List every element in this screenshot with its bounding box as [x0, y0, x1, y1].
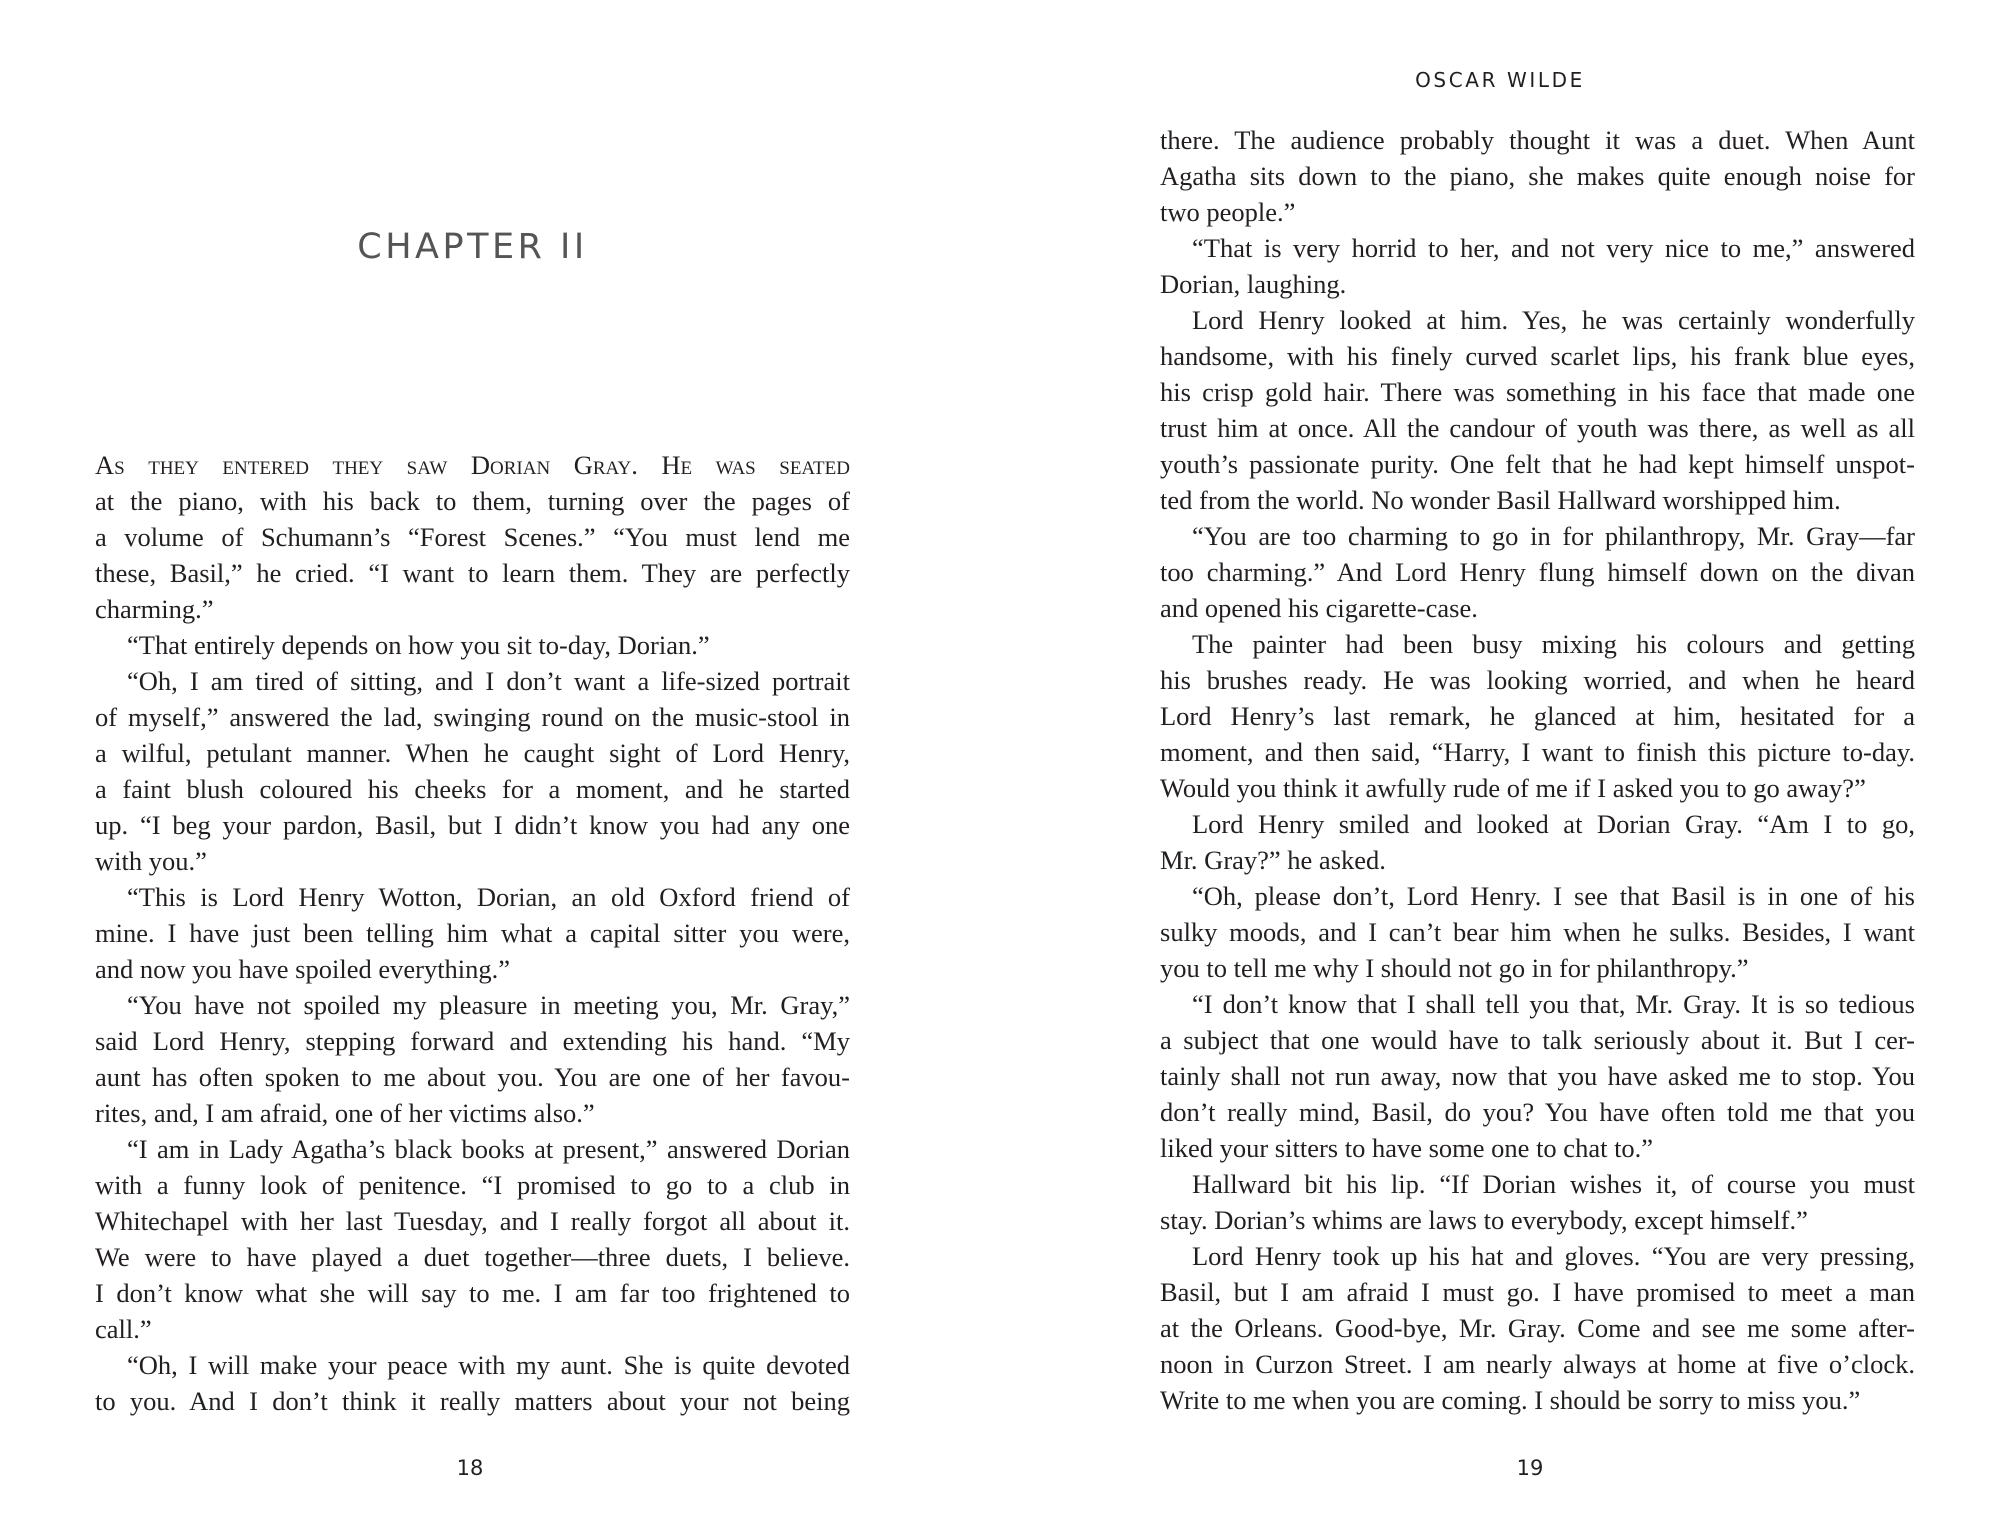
- text-line: noon in Curzon Street. I am nearly always at home at five o’clock.: [1160, 1349, 1915, 1379]
- text-line: “Oh, I will make your peace with my aunt. She is quite devoted: [127, 1350, 850, 1380]
- text-line: “Oh, I am tired of sitting, and I don’t want a life-sized portrait: [127, 666, 850, 696]
- text-line: aunt has often spoken to me about you. You are one of her favou-: [95, 1062, 850, 1092]
- text-line: Basil, but I am afraid I must go. I have promised to meet a man: [1160, 1277, 1915, 1307]
- text-line: Lord Henry looked at him. Yes, he was certainly wonderfully: [1192, 305, 1915, 335]
- text-line: his crisp gold hair. There was something in his face that made one: [1160, 377, 1915, 407]
- text-line: “Oh, please don’t, Lord Henry. I see that Basil is in one of his: [1192, 881, 1915, 911]
- right-page: [1000, 0, 2000, 1523]
- text-line: call.”: [95, 1314, 152, 1344]
- text-line: Write to me when you are coming. I should be sorry to miss you.”: [1160, 1385, 1861, 1415]
- text-line: Lord Henry took up his hat and gloves. “You are very pressing,: [1192, 1241, 1915, 1271]
- text-line: “I am in Lady Agatha’s black books at present,” answered Dorian: [127, 1134, 850, 1164]
- text-line: said Lord Henry, stepping forward and extending his hand. “My: [95, 1026, 850, 1056]
- text-line: of myself,” answered the lad, swinging round on the music-stool in: [95, 702, 850, 732]
- text-line: Hallward bit his lip. “If Dorian wishes it, of course you must: [1192, 1169, 1915, 1199]
- text-line: Mr. Gray?” he asked.: [1160, 845, 1386, 875]
- text-line: you to tell me why I should not go in for philanthropy.”: [1160, 953, 1749, 983]
- text-line: his brushes ready. He was looking worried, and when he heard: [1160, 665, 1915, 695]
- text-line: these, Basil,” he cried. “I want to learn them. They are perfectly: [95, 558, 850, 588]
- text-line: Lord Henry’s last remark, he glanced at him, hesitated for a: [1160, 701, 1915, 731]
- text-line: up. “I beg your pardon, Basil, but I didn’t know you had any one: [95, 810, 850, 840]
- chapter-title: CHAPTER II: [357, 227, 588, 268]
- text-line: don’t really mind, Basil, do you? You have often told me that you: [1160, 1097, 1915, 1127]
- page-number-left: 18: [456, 1456, 484, 1480]
- text-line: “This is Lord Henry Wotton, Dorian, an old Oxford friend of: [127, 882, 850, 912]
- left-page-lines: [95, 483, 850, 1419]
- text-line: two people.”: [1160, 197, 1296, 227]
- text-line: “You are too charming to go in for philanthropy, Mr. Gray—far: [1192, 521, 1915, 551]
- text-line: trust him at once. All the candour of youth was there, as well as all: [1160, 413, 1915, 443]
- text-line: I don’t know what she will say to me. I am far too frightened to: [95, 1278, 850, 1308]
- text-line: moment, and then said, “Harry, I want to finish this picture to-day.: [1160, 737, 1915, 767]
- text-line: ted from the world. No wonder Basil Hallward worshipped him.: [1160, 485, 1841, 515]
- text-line: with a funny look of penitence. “I promised to go to a club in: [95, 1170, 850, 1200]
- text-line: “That is very horrid to her, and not very nice to me,” answered: [1192, 233, 1915, 263]
- text-line: Lord Henry smiled and looked at Dorian Gray. “Am I to go,: [1192, 809, 1915, 839]
- text-line: a faint blush coloured his cheeks for a moment, and he started: [95, 774, 850, 804]
- text-line: and opened his cigarette-case.: [1160, 593, 1478, 623]
- text-line: tainly shall not run away, now that you have asked me to stop. You: [1160, 1061, 1915, 1091]
- text-line: at the Orleans. Good-bye, Mr. Gray. Come and see me some after-: [1160, 1313, 1915, 1343]
- text-line: mine. I have just been telling him what a capital sitter you were,: [95, 918, 850, 948]
- text-line: stay. Dorian’s whims are laws to everybody, except himself.”: [1160, 1205, 1808, 1235]
- right-page-lines: [1160, 122, 1915, 1418]
- text-line: a subject that one would have to talk seriously about it. But I cer-: [1160, 1025, 1915, 1055]
- text-line: to you. And I don’t think it really matters about your not being: [95, 1386, 850, 1416]
- text-line: Whitechapel with her last Tuesday, and I really forgot all about it.: [95, 1206, 850, 1236]
- text-line: The painter had been busy mixing his colours and getting: [1192, 629, 1915, 659]
- text-line: handsome, with his finely curved scarlet lips, his frank blue eyes,: [1160, 341, 1915, 371]
- text-line: with you.”: [95, 846, 207, 876]
- text-line: Would you think it awfully rude of me if I asked you to go away?”: [1160, 773, 1866, 803]
- text-line: sulky moods, and I can’t bear him when he sulks. Besides, I want: [1160, 917, 1915, 947]
- text-line: We were to have played a duet together—three duets, I believe.: [95, 1242, 850, 1272]
- text-line: too charming.” And Lord Henry flung himself down on the divan: [1160, 557, 1915, 587]
- running-head: OSCAR WILDE: [1415, 68, 1585, 92]
- text-line: a volume of Schumann’s “Forest Scenes.” “You must lend me: [95, 522, 850, 552]
- text-line: “You have not spoiled my pleasure in meeting you, Mr. Gray,”: [127, 990, 850, 1020]
- text-line: and now you have spoiled everything.”: [95, 954, 511, 984]
- text-line: charming.”: [95, 594, 214, 624]
- left-page-body: [95, 447, 850, 1419]
- right-page-body: [1160, 122, 1915, 1418]
- text-line: at the piano, with his back to them, turning over the pages of: [95, 486, 850, 516]
- text-line: rites, and, I am afraid, one of her victims also.”: [95, 1098, 595, 1128]
- page-number-right: 19: [1516, 1456, 1544, 1480]
- text-line: liked your sitters to have some one to chat to.”: [1160, 1133, 1654, 1163]
- text-line: a wilful, petulant manner. When he caught sight of Lord Henry,: [95, 738, 850, 768]
- text-line: Dorian, laughing.: [1160, 269, 1347, 299]
- text-line: “That entirely depends on how you sit to-day, Dorian.”: [127, 630, 710, 660]
- text-line: there. The audience probably thought it was a duet. When Aunt: [1160, 125, 1915, 155]
- text-line: youth’s passionate purity. One felt that he had kept himself unspot-: [1160, 449, 1915, 479]
- text-line: “I don’t know that I shall tell you that, Mr. Gray. It is so tedious: [1192, 989, 1915, 1019]
- text-line: Agatha sits down to the piano, she makes quite enough noise for: [1160, 161, 1915, 191]
- opening-line: As they entered they saw Dorian Gray. He was seated: [95, 450, 850, 480]
